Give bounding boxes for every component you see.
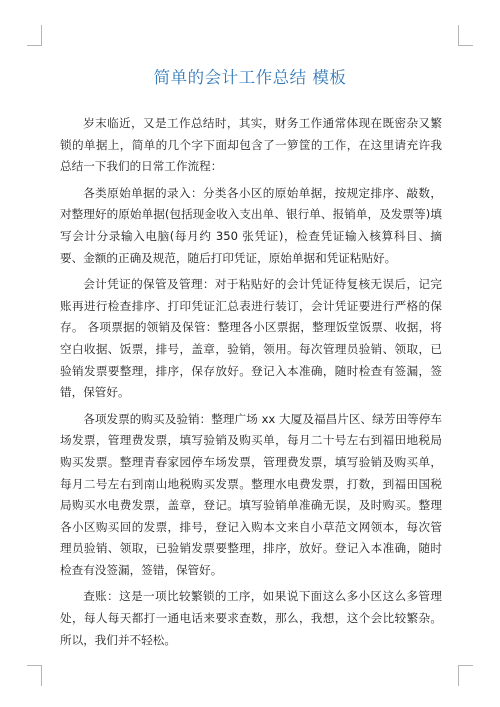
document-body bbox=[60, 113, 442, 651]
paragraph-account-check: 查账：这是一项比较繁锁的工序，如果说下面这么多小区这么多管理处，每人每天都打一通电话来要求查数，那么，我想，这个会比较繁杂。所以，我们并不轻松。 bbox=[60, 589, 442, 647]
paragraph-invoice-purchase: 各项发票的购买及验销：整理广场 xx 大厦及福昌片区、绿芳田等停车场发票，管理费发票，填写验销及购买单，每月二十号左右到福田地税局购买发票。整理青春家园停车场发票，管理费发票，填写验销及购买单，每月二号左右到南山地税购买发票。整理水电费发票，打数，到福田国税局购买水电费发票，盖章，登记。填写验销单准确无误，及时购买。整理各小区购买回的发票，排号，登记入购本文来自小草范文网领本，每次管理员验销、领取，已验销发票要整理，排序，放好。登记入本准确，随时检查有没签漏，签错，保管好。 bbox=[60, 411, 442, 577]
document-title: 简单的会计工作总结 模板 bbox=[153, 68, 347, 87]
crop-mark-bottom-right bbox=[458, 665, 473, 686]
crop-mark-top-left bbox=[27, 25, 42, 46]
paragraph-document-entry: 各类原始单据的录入：分类各小区的原始单据，按规定排序、敲数，对整理好的原始单据(包括现金收入支出单、银行单、报销单，及发票等)填写会计分录输入电脑(每月约 350 张凭证)，检查凭证输入核算科目、摘要、金额的正确及规范，随后打印凭证，原始单据和凭证粘贴好。 bbox=[60, 185, 442, 265]
paragraph-intro: 岁末临近，又是工作总结时，其实，财务工作通常体现在既密杂又繁锁的单据上，简单的几个字下面却包含了一箩筐的工作，在这里请充许我总结一下我们的日常工作流程： bbox=[60, 116, 442, 174]
crop-mark-top-right bbox=[458, 25, 473, 46]
crop-mark-bottom-left bbox=[27, 665, 42, 686]
paragraph-voucher-management: 会计凭证的保管及管理：对于粘贴好的会计凭证待复核无误后，记完账再进行检查排序、打印凭证汇总表进行装订，会计凭证要进行严格的保存。 各项票据的领销及保管：整理各小区票据，整理饭堂饭票、收据，将空白收据、饭票，排号，盖章，验销，领用。每次管理员验销、领取，已验销发票要整理，排序，保存放好。登记入本准确，随时检查有签漏，签错，保管好。 bbox=[60, 277, 442, 400]
